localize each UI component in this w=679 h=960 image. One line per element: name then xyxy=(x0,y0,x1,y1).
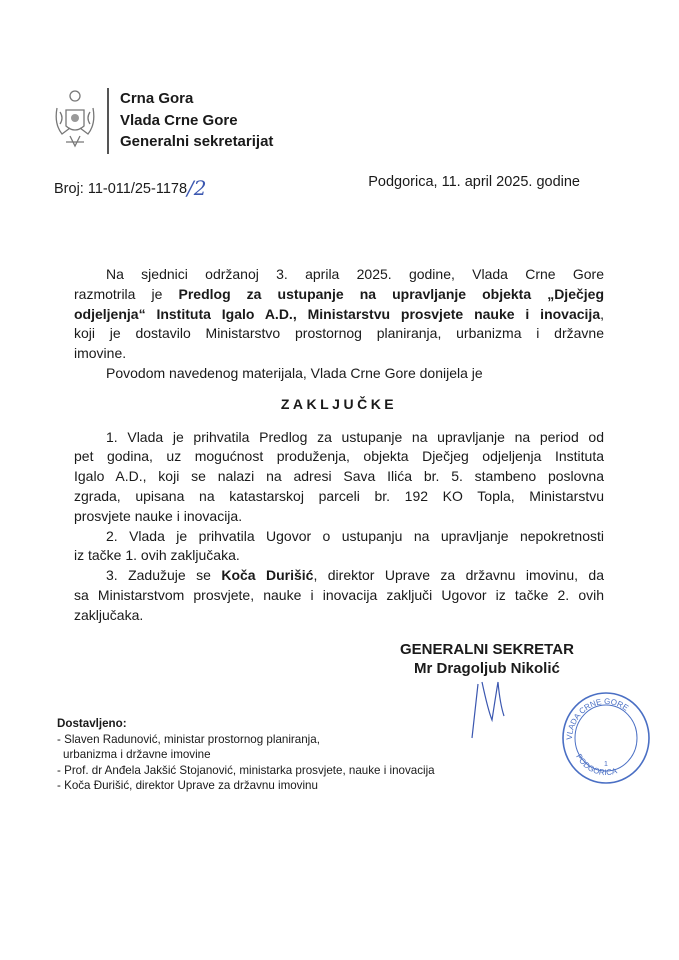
text-line xyxy=(74,606,604,626)
text-segment: zaključaka. xyxy=(74,606,144,623)
text-segment: , xyxy=(600,305,604,322)
text-segment: razmotrila je xyxy=(74,285,179,302)
conclusions-list xyxy=(74,428,604,626)
text-segment: Na sjednici održanoj 3. aprila 2025. godine, Vlada Crne Gore xyxy=(106,266,604,282)
recipient-line: - Slaven Radunović, ministar prostornog planiranja, xyxy=(57,732,320,746)
delivered-label: Dostavljeno: xyxy=(57,717,127,730)
text-line xyxy=(74,586,604,606)
recipient-line: - Prof. dr Anđela Jakšić Stojanović, ministarka prosvjete, nauke i inovacija xyxy=(57,763,435,777)
bold-text: Predlog za ustupanje na upravljanje objekta „Dječjeg xyxy=(178,285,604,302)
text-segment: sa Ministarstvom prosvjete, nauke i inovacija zaključi Ugovor iz tačke 2. ovih xyxy=(74,586,604,603)
text-segment: 3. Zadužuje se xyxy=(106,567,222,584)
government-name: Vlada Crne Gore xyxy=(120,111,238,129)
issuer-header xyxy=(120,88,273,153)
header-divider xyxy=(107,88,109,154)
text-segment: koji je dostavilo Ministarstvo prostornog planiranja, urbanizma i državne xyxy=(74,325,604,342)
text-segment: , direktor Uprave za državnu imovinu, da xyxy=(313,567,604,584)
text-line xyxy=(74,305,604,325)
country-name: Crna Gora xyxy=(120,90,194,107)
text-line xyxy=(74,285,604,305)
text-segment: Povodom navedenog materijala, Vlada Crne Gore donijela je xyxy=(106,364,483,381)
text-line xyxy=(74,487,604,507)
signatory-name: Mr Dragoljub Nikolić xyxy=(414,660,560,677)
text-line xyxy=(74,428,604,448)
stamp-text-top: VLADA CRNE GORE xyxy=(564,696,631,741)
recipient-line: - Koča Đurišić, direktor Uprave za državnu imovinu xyxy=(57,779,318,792)
text-segment: imovine. xyxy=(74,345,127,362)
reference-number xyxy=(54,174,206,198)
text-line xyxy=(74,265,604,285)
text-segment: zgrada, upisana na katastarskoj parceli br. 192 KO Topla, Ministarstvu xyxy=(74,487,604,504)
handwritten-suffix: /2 xyxy=(187,176,207,200)
text-line xyxy=(74,507,604,527)
stamp-text-bottom: PODGORICA xyxy=(574,752,619,778)
recipient-line: urbanizma i državne imovine xyxy=(63,748,211,761)
text-segment: Igalo A.D., koji se nalazi na adresi Sava Ilića br. 5. stambeno poslovna xyxy=(74,468,604,485)
department-name: Generalni sekretarijat xyxy=(120,133,274,150)
svg-text:VLADA CRNE GORE xyxy=(565,697,630,740)
handwritten-signature xyxy=(470,680,510,740)
bold-text: Koča Durišić xyxy=(221,567,314,584)
text-line xyxy=(74,364,604,384)
signature-block xyxy=(400,640,574,678)
text-segment: prosvjete nauke i inovacija. xyxy=(74,507,243,524)
document-body xyxy=(74,265,604,626)
reference-number-text: Broj: 11-011/25-1178 xyxy=(54,181,188,197)
text-segment: 1. Vlada je prihvatila Predlog za ustupanje na upravljanje na period od xyxy=(106,428,604,445)
stamp-number: 1 xyxy=(604,761,608,768)
signatory-title: GENERALNI SEKRETAR xyxy=(400,641,574,658)
text-line xyxy=(74,546,604,566)
official-stamp xyxy=(560,690,652,786)
text-segment: 2. Vlada je prihvatila Ugovor o ustupanju na upravljanje nepokretnosti xyxy=(106,527,604,544)
text-line xyxy=(74,566,604,586)
text-line xyxy=(74,447,604,467)
place-date: Podgorica, 11. april 2025. godine xyxy=(368,174,580,190)
coat-of-arms-logo xyxy=(52,88,98,152)
delivered-to xyxy=(57,716,435,794)
svg-text:PODGORICA xyxy=(574,752,618,777)
conclusions-title: ZAKLJUČKE xyxy=(280,395,398,412)
text-line xyxy=(74,527,604,547)
bold-text: odjeljenja“ Instituta Igalo A.D., Ministarstvu prosvjete nauke i inovacija xyxy=(74,305,601,322)
text-line xyxy=(74,467,604,487)
text-segment: pet godina, uz mogućnost produženja, objekta Dječjeg odjeljenja Instituta xyxy=(74,448,604,465)
text-segment: iz tačke 1. ovih zaključaka. xyxy=(74,547,240,564)
text-line xyxy=(74,344,604,364)
text-line xyxy=(74,324,604,344)
intro-paragraph xyxy=(74,265,604,384)
